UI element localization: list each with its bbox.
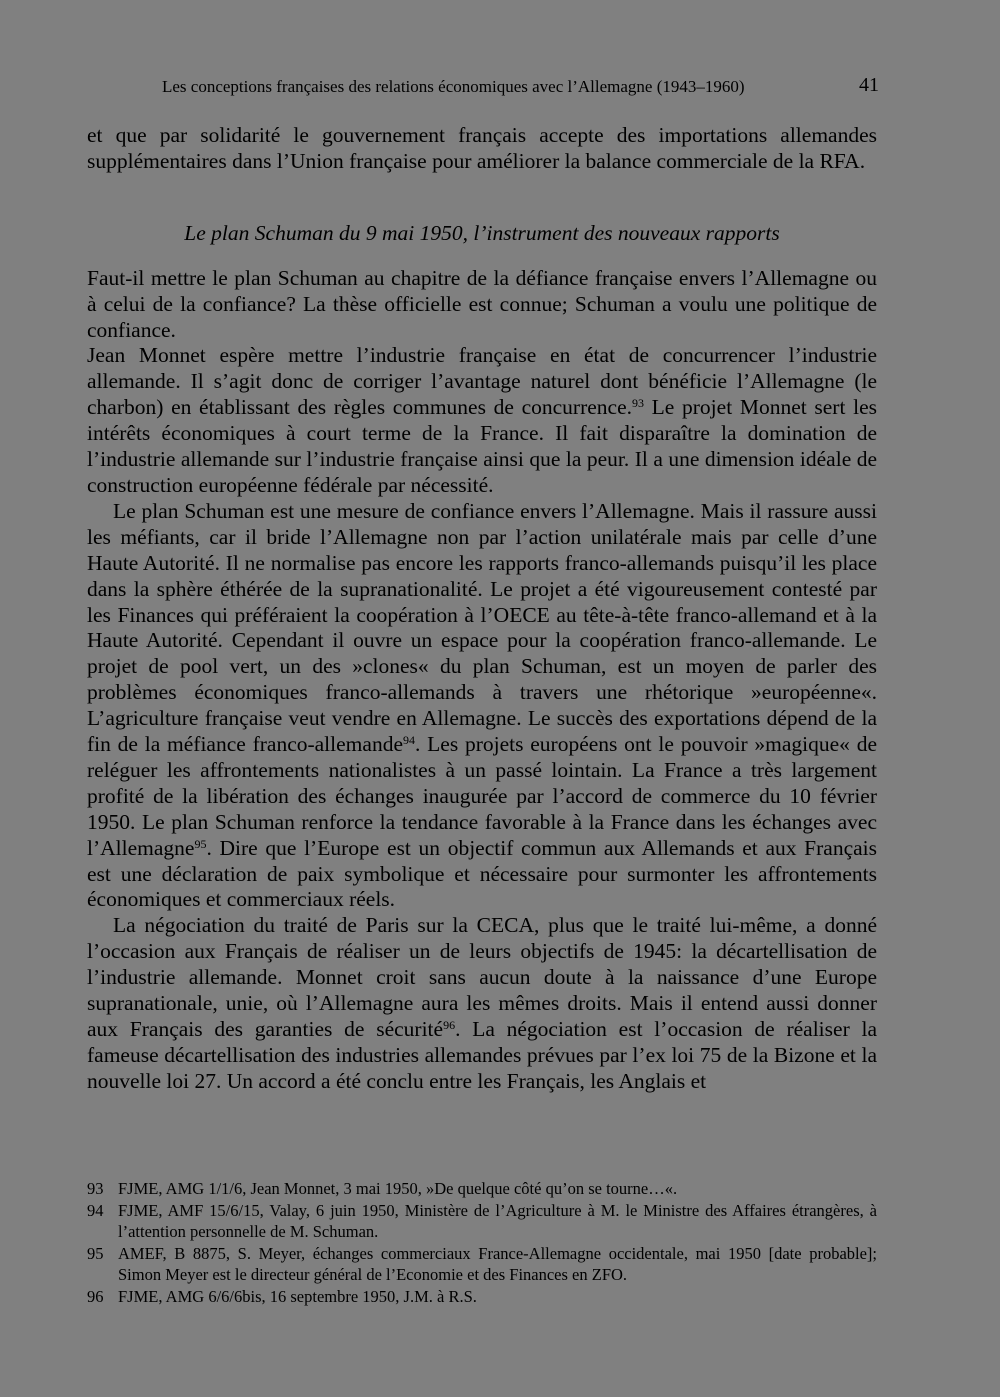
paragraph-2-text-b: Le projet Monnet sert les intérêts économiques à court terme de la France. Il fait disparaître la domination de l’industrie allemande sur l’industrie française ainsi que la peur. Il a une dimension idéale de construction européenne fédérale par nécessité. [87, 395, 877, 497]
paragraph-2-text-a: Jean Monnet espère mettre l’industrie française en état de concurrencer l’industrie allemande. Il s’agit donc de corriger l’avantage naturel dont bénéficie l’Allemagne (le charbon) en établissant des règles communes de concurrence. [87, 343, 877, 420]
paragraph-3-text-a: Le plan Schuman est une mesure de confiance envers l’Allemagne. Mais il rassure aussi les méfiants, car il bride l’Allemagne non par l’action unilatérale mais par celle d’une Haute Autorité. Il ne normalise pas encore les rapports franco-allemands puisqu’il les place dans la sphère éthérée de la supranationalité. Le projet a été vigoureusement contesté par les Finances qui préféraient la coopération à l’OECE au tête-à-tête franco-allemand et à la Haute Autorité. Cependant il ouvre un espace pour la coopération franco-allemande. Le projet de pool vert, un des »clones« du plan Schuman, est un moyen de parler des problèmes économiques franco-allemands à travers une rhétorique »européenne«. L’agriculture française veut vendre en Allemagne. Le succès des exportations dépend de la fin de la méfiance franco-allemande [87, 498, 877, 757]
page-number: 41 [859, 74, 879, 96]
paragraph-1: Faut-il mettre le plan Schuman au chapitre de la défiance française envers l’Allemagne ou à celui de la confiance? La thèse officielle est connue; Schuman a voulu une politique de confiance. [87, 265, 877, 342]
paragraph-continuation: et que par solidarité le gouvernement français accepte des importations allemandes supplémentaires dans l’Union française pour améliorer la balance commerciale de la RFA. [87, 123, 877, 173]
paragraph-3-text-c: . Dire que l’Europe est un objectif commun aux Allemands et aux Français est une déclaration de paix symbolique et nécessaire pour surmonter les affrontements économiques et commerciaux réels. [87, 835, 877, 912]
paragraph-4-text-a: La négociation du traité de Paris sur la CECA, plus que le traité lui-même, a donné l’occasion aux Français de réaliser un de leurs objectifs de 1945: la décartellisation de l’industrie allemande. Monnet croit sans aucun doute à la naissance d’une Europe supranationale, unie, où l’Allemagne aura les mêmes droits. Mais il entend aussi donner aux Français des garanties de sécurité [87, 913, 877, 1041]
footnote [87, 1286, 877, 1308]
paragraph-3-text-b: . Les projets européens ont le pouvoir »magique« de reléguer les affrontements nationalistes à un passé lointain. La France a très largement profité de la libération des échanges inaugurée par l’accord de commerce du 10 février 1950. Le plan Schuman renforce la tendance favorable à la France dans les échanges avec l’Allemagne [87, 732, 877, 860]
footnote-number: 96 [87, 1286, 104, 1306]
footnote [87, 1200, 877, 1243]
footnote-number: 95 [87, 1243, 104, 1263]
footnote [87, 1178, 877, 1200]
paragraph-4 [87, 913, 877, 1094]
footnote-text: AMEF, B 8875, S. Meyer, échanges commerciaux France-Allemagne occidentale, mai 1950 [date probable]; Simon Meyer est le directeur général de l’Economie et des Finances en ZFO. [118, 1243, 877, 1284]
footnote-text: FJME, AMG 1/1/6, Jean Monnet, 3 mai 1950, »De quelque côté qu’on se tourne…«. [118, 1179, 678, 1198]
footnote-number: 93 [87, 1179, 104, 1198]
running-title: Les conceptions françaises des relations économiques avec l’Allemagne (1943–1960) [162, 77, 745, 96]
section-heading: Le plan Schuman du 9 mai 1950, l’instrument des nouveaux rapports [184, 220, 780, 245]
paragraph-4-text-b: . La négociation est l’occasion de réaliser la fameuse décartellisation des industries allemandes prévues par l’ex loi 75 de la Bizone et la nouvelle loi 27. Un accord a été conclu entre les Français, les Anglais et [87, 1017, 877, 1093]
main-text [87, 123, 877, 1095]
footnotes [87, 1178, 877, 1307]
paragraph-3 [87, 499, 877, 914]
footnote-ref-93[interactable]: 93 [632, 396, 644, 411]
footnote-text: FJME, AMG 6/6/6bis, 16 septembre 1950, J.M. à R.S. [118, 1286, 477, 1306]
footnote-ref-95[interactable]: 95 [194, 836, 207, 851]
footnote-number: 94 [87, 1200, 104, 1220]
footnote-ref-94[interactable]: 94 [402, 733, 415, 748]
footnote-ref-96[interactable]: 96 [443, 1018, 456, 1032]
footnote-text: FJME, AMF 15/6/15, Valay, 6 juin 1950, Ministère de l’Agriculture à M. le Ministre des Affaires étrangères, à l’attention personnelle de M. Schuman. [118, 1200, 877, 1241]
footnote [87, 1243, 877, 1286]
paragraph-2 [87, 343, 877, 498]
